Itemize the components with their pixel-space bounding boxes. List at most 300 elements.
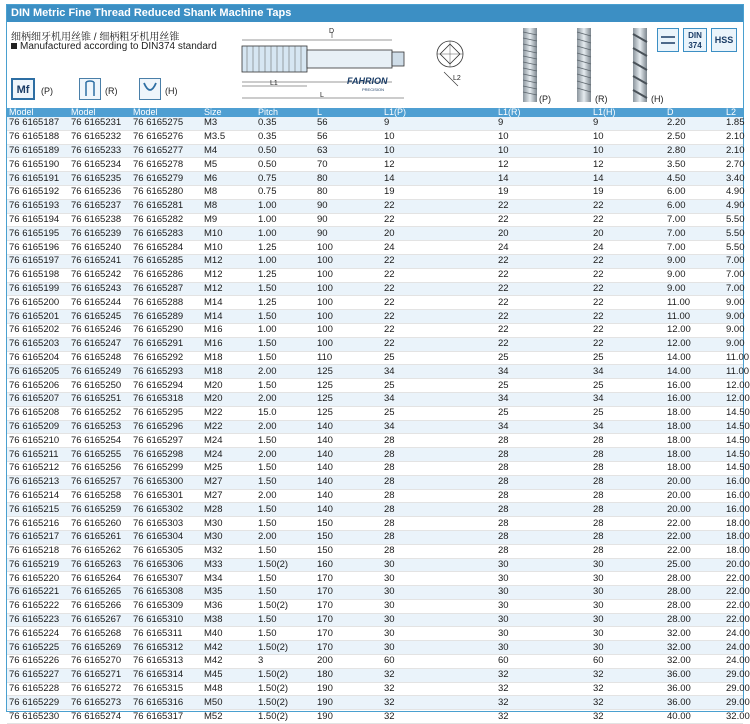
table-row <box>7 392 743 406</box>
table-cell: 28 <box>591 517 665 531</box>
table-cell: 1.00 <box>256 254 315 268</box>
table-row <box>7 613 743 627</box>
table-cell: 28 <box>591 544 665 558</box>
standard-note <box>11 41 217 52</box>
table-body <box>7 117 750 724</box>
table-cell: 28 <box>591 434 665 448</box>
table-row <box>7 655 743 669</box>
table-cell: 125 <box>315 379 382 393</box>
table-cell: 28 <box>591 461 665 475</box>
table-cell: 76 6165235 <box>69 172 131 186</box>
table-cell: 20.00 <box>665 475 724 489</box>
table-cell: 1.50 <box>256 613 315 627</box>
table-cell: 30 <box>591 641 665 655</box>
table-cell: 10 <box>591 130 665 144</box>
table-cell: 32 <box>591 710 665 724</box>
table-cell: 36.00 <box>665 696 724 710</box>
table-cell: 2.00 <box>256 448 315 462</box>
table-cell: 76 6165276 <box>131 130 202 144</box>
table-cell: 0.75 <box>256 185 315 199</box>
column-header: L1(H) <box>591 108 665 117</box>
table-cell: 12.00 <box>726 379 750 391</box>
table-cell: 22 <box>382 254 496 268</box>
table-cell: 76 6165275 <box>131 117 202 130</box>
table-cell: 28 <box>382 434 496 448</box>
table-cell: 22 <box>382 323 496 337</box>
table-cell: M20 <box>202 392 256 406</box>
table-cell: 22.00 <box>665 544 724 558</box>
table-cell: 0.50 <box>256 158 315 172</box>
table-cell: 76 6165233 <box>69 144 131 158</box>
table-cell: 76 6165264 <box>69 572 131 586</box>
table-cell: 30 <box>382 613 496 627</box>
table-cell: 76 6165253 <box>69 420 131 434</box>
table-cell: 76 6165286 <box>131 268 202 282</box>
table-cell: 170 <box>315 641 382 655</box>
table-cell: 1.50 <box>256 544 315 558</box>
table-cell: M3.5 <box>202 130 256 144</box>
table-cell: 34 <box>382 365 496 379</box>
table-cell: 34 <box>496 365 591 379</box>
table-cell: 76 6165236 <box>69 185 131 199</box>
table-cell: 170 <box>315 613 382 627</box>
table-cell: 22 <box>382 213 496 227</box>
dim-label-l: L <box>320 92 324 99</box>
table-cell: 76 6165231 <box>69 117 131 130</box>
table-cell: 0.75 <box>256 172 315 186</box>
column-header: D <box>665 108 724 117</box>
table-cell: 2.10 <box>726 144 745 156</box>
table-cell: 76 6165318 <box>131 392 202 406</box>
table-cell: 19 <box>591 185 665 199</box>
table-cell: 125 <box>315 365 382 379</box>
table-cell: 100 <box>315 282 382 296</box>
table-row <box>7 117 743 130</box>
table-header-row <box>7 108 743 117</box>
table-cell: 12.00 <box>665 337 724 351</box>
table-cell: 28 <box>591 475 665 489</box>
table-cell: 200 <box>315 655 382 669</box>
table-cell: 170 <box>315 599 382 613</box>
table-cell: 76 6165255 <box>69 448 131 462</box>
table-cell: 9.00 <box>726 310 745 322</box>
table-cell: 22 <box>382 310 496 324</box>
table-cell: 28 <box>382 448 496 462</box>
table-cell: 7.00 <box>665 241 724 255</box>
table-row <box>7 199 743 213</box>
table-cell: 30 <box>496 627 591 641</box>
table-cell: M34 <box>202 572 256 586</box>
table-cell: 76 6165260 <box>69 517 131 531</box>
table-cell: 20.00 <box>726 558 750 570</box>
table-cell: 76 6165238 <box>69 213 131 227</box>
table-cell: 32 <box>591 668 665 682</box>
table-row <box>7 282 743 296</box>
table-cell: 32 <box>496 682 591 696</box>
table-cell: 76 6165317 <box>131 710 202 724</box>
table-cell: 30 <box>591 627 665 641</box>
table-cell: M10 <box>202 227 256 241</box>
table-cell: 76 6165195 <box>7 227 69 241</box>
table-cell: 11.00 <box>726 351 750 363</box>
table-cell: M35 <box>202 586 256 600</box>
table-cell: 1.50(2) <box>256 668 315 682</box>
table-row <box>7 323 743 337</box>
table-cell: 30 <box>591 572 665 586</box>
table-cell: M5 <box>202 158 256 172</box>
table-cell: 76 6165216 <box>7 517 69 531</box>
table-cell: 7.00 <box>726 255 745 267</box>
table-cell: 76 6165313 <box>131 655 202 669</box>
table-cell: 30 <box>591 558 665 572</box>
table-cell: 20.00 <box>665 489 724 503</box>
table-cell: 25.00 <box>665 558 724 572</box>
table-cell: M40 <box>202 627 256 641</box>
table-cell: 76 6165296 <box>131 420 202 434</box>
table-cell: 76 6165222 <box>7 599 69 613</box>
table-cell: 1.50 <box>256 586 315 600</box>
table-cell: 22 <box>382 337 496 351</box>
table-cell: 76 6165196 <box>7 241 69 255</box>
table-cell: 22.00 <box>726 614 750 626</box>
table-cell: 60 <box>496 655 591 669</box>
table-cell: 25 <box>382 379 496 393</box>
table-row <box>7 185 743 199</box>
table-cell: 2.50 <box>665 130 724 144</box>
table-cell: 1.50 <box>256 337 315 351</box>
table-cell: 25 <box>591 351 665 365</box>
table-cell: 19 <box>382 185 496 199</box>
table-cell: 10 <box>496 130 591 144</box>
table-cell: M10 <box>202 241 256 255</box>
table-cell: 56 <box>315 130 382 144</box>
table-cell: 60 <box>382 655 496 669</box>
table-cell: 76 6165207 <box>7 392 69 406</box>
table-cell: 22.00 <box>665 517 724 531</box>
table-cell: 76 6165289 <box>131 310 202 324</box>
table-cell: 76 6165309 <box>131 599 202 613</box>
standard-note-text: Manufactured according to DIN374 standard <box>20 41 217 52</box>
table-cell: 22 <box>591 323 665 337</box>
table-cell: 28 <box>382 530 496 544</box>
table-cell: M42 <box>202 655 256 669</box>
column-header: L1(P) <box>382 108 496 117</box>
table-cell: 5.50 <box>726 227 745 239</box>
table-cell: 2.00 <box>256 530 315 544</box>
column-header: L1(R) <box>496 108 591 117</box>
table-cell: 12.00 <box>726 393 750 405</box>
table-cell: 34 <box>591 392 665 406</box>
table-cell: 76 6165266 <box>69 599 131 613</box>
table-cell: 22.00 <box>665 530 724 544</box>
table-cell: 76 6165232 <box>69 130 131 144</box>
table-cell: 5.50 <box>726 213 745 225</box>
table-cell: 76 6165269 <box>69 641 131 655</box>
tap-symbol-badge <box>657 28 679 52</box>
table-cell: 76 6165295 <box>131 406 202 420</box>
table-cell: 11.00 <box>665 296 724 310</box>
table-cell: 76 6165258 <box>69 489 131 503</box>
table-cell: 76 6165243 <box>69 282 131 296</box>
table-row <box>7 489 743 503</box>
spiral-point-tap-photo <box>577 28 591 102</box>
table-cell: 100 <box>315 241 382 255</box>
photo-label-r: (R) <box>595 94 608 104</box>
table-cell: 34 <box>591 365 665 379</box>
column-header: L <box>315 108 382 117</box>
table-cell: 28 <box>382 475 496 489</box>
table-cell: 40.00 <box>665 710 724 724</box>
table-cell: 2.00 <box>256 489 315 503</box>
table-cell: 28 <box>496 517 591 531</box>
table-cell: 76 6165287 <box>131 282 202 296</box>
table-cell: 100 <box>315 310 382 324</box>
table-cell: 90 <box>315 199 382 213</box>
table-cell: 7.00 <box>665 213 724 227</box>
table-cell: 22 <box>496 282 591 296</box>
table-cell: 32.00 <box>726 710 750 722</box>
table-cell: 76 6165277 <box>131 144 202 158</box>
table-cell: 76 6165247 <box>69 337 131 351</box>
table-cell: 30 <box>496 586 591 600</box>
table-cell: M27 <box>202 489 256 503</box>
table-cell: 76 6165245 <box>69 310 131 324</box>
table-row <box>7 517 743 531</box>
table-row <box>7 448 743 462</box>
table-cell: 25 <box>382 351 496 365</box>
table-cell: 28.00 <box>665 599 724 613</box>
table-cell: M18 <box>202 365 256 379</box>
table-cell: 28.00 <box>665 586 724 600</box>
table-cell: 28 <box>591 503 665 517</box>
table-cell: 1.00 <box>256 323 315 337</box>
table-cell: 14.00 <box>665 365 724 379</box>
table-cell: 76 6165274 <box>69 710 131 724</box>
table-cell: 14.00 <box>665 351 724 365</box>
table-cell: 76 6165241 <box>69 254 131 268</box>
table-cell: 32.00 <box>665 655 724 669</box>
table-cell: 140 <box>315 503 382 517</box>
table-cell: 140 <box>315 475 382 489</box>
table-cell: 2.80 <box>665 144 724 158</box>
table-cell: 1.50 <box>256 627 315 641</box>
table-cell: 76 6165294 <box>131 379 202 393</box>
table-cell: 9 <box>496 117 591 130</box>
table-cell: 76 6165198 <box>7 268 69 282</box>
table-cell: 150 <box>315 517 382 531</box>
table-cell: M12 <box>202 254 256 268</box>
table-cell: 160 <box>315 558 382 572</box>
tap-photos <box>507 22 672 108</box>
column-header: Pitch <box>256 108 315 117</box>
table-cell: 76 6165230 <box>7 710 69 724</box>
table-cell: 76 6165299 <box>131 461 202 475</box>
table-row <box>7 213 743 227</box>
table-cell: 1.50 <box>256 572 315 586</box>
table-cell: 30 <box>496 613 591 627</box>
table-cell: 76 6165301 <box>131 489 202 503</box>
table-cell: 34 <box>591 420 665 434</box>
table-row <box>7 130 743 144</box>
table-cell: 76 6165252 <box>69 406 131 420</box>
table-cell: 24.00 <box>726 655 750 667</box>
table-cell: 76 6165311 <box>131 627 202 641</box>
table-cell: 16.00 <box>726 503 750 515</box>
table-cell: 140 <box>315 461 382 475</box>
table-cell: 5.50 <box>726 241 745 253</box>
table-cell: 7.00 <box>726 269 745 281</box>
table-cell: 76 6165270 <box>69 655 131 669</box>
table-cell: 76 6165218 <box>7 544 69 558</box>
table-cell: 150 <box>315 544 382 558</box>
table-cell: M30 <box>202 530 256 544</box>
table-row <box>7 668 743 682</box>
table-cell: 2.10 <box>726 131 745 143</box>
table-cell: 3 <box>256 655 315 669</box>
table-row <box>7 475 743 489</box>
table-cell: 80 <box>315 185 382 199</box>
table-cell: 29.00 <box>726 669 750 681</box>
table-cell: 76 6165200 <box>7 296 69 310</box>
table-cell: 76 6165192 <box>7 185 69 199</box>
table-cell: 29.00 <box>726 683 750 695</box>
table-cell: M33 <box>202 558 256 572</box>
table-cell: 63 <box>315 144 382 158</box>
table-cell: 2.00 <box>256 365 315 379</box>
table-cell: 22 <box>496 268 591 282</box>
table-cell: 170 <box>315 627 382 641</box>
table-cell: 150 <box>315 530 382 544</box>
table-cell: 76 6165248 <box>69 351 131 365</box>
table-cell: 100 <box>315 323 382 337</box>
table-cell: 28 <box>496 544 591 558</box>
table-cell: 0.50 <box>256 144 315 158</box>
table-cell: 30 <box>496 641 591 655</box>
table-cell: 18.00 <box>665 448 724 462</box>
table-cell: 2.00 <box>256 420 315 434</box>
table-cell: 76 6165293 <box>131 365 202 379</box>
table-cell: M9 <box>202 213 256 227</box>
table-cell: 22.00 <box>726 586 750 598</box>
table-cell: 28 <box>382 461 496 475</box>
table-cell: 30 <box>382 627 496 641</box>
table-cell: 170 <box>315 572 382 586</box>
table-cell: 76 6165202 <box>7 323 69 337</box>
table-cell: 1.50 <box>256 434 315 448</box>
column-header: Model <box>131 108 202 117</box>
table-cell: 10 <box>382 144 496 158</box>
table-cell: 76 6165224 <box>7 627 69 641</box>
table-cell: 30 <box>591 613 665 627</box>
table-cell: 14 <box>496 172 591 186</box>
table-cell: 1.50 <box>256 517 315 531</box>
table-cell: 22 <box>496 310 591 324</box>
table-cell: 100 <box>315 296 382 310</box>
din-badge: DIN 374 <box>683 28 707 52</box>
table-cell: 34 <box>382 420 496 434</box>
table-cell: 76 6165214 <box>7 489 69 503</box>
table-cell: 76 6165316 <box>131 696 202 710</box>
table-cell: M6 <box>202 172 256 186</box>
table-cell: 16.00 <box>665 379 724 393</box>
table-cell: M45 <box>202 668 256 682</box>
table-cell: 28 <box>382 517 496 531</box>
table-cell: 28.00 <box>665 572 724 586</box>
table-cell: 28 <box>496 448 591 462</box>
table-cell: 16.00 <box>726 476 750 488</box>
spiral-point-type-icon <box>79 78 101 100</box>
table-cell: 125 <box>315 406 382 420</box>
table-cell: 76 6165267 <box>69 613 131 627</box>
table-cell: M38 <box>202 613 256 627</box>
table-cell: 76 6165227 <box>7 668 69 682</box>
table-cell: 76 6165291 <box>131 337 202 351</box>
table-row <box>7 586 743 600</box>
table-cell: 7.00 <box>726 282 745 294</box>
table-cell: 76 6165221 <box>7 586 69 600</box>
table-cell: 28 <box>591 530 665 544</box>
table-cell: 76 6165225 <box>7 641 69 655</box>
table-cell: 90 <box>315 213 382 227</box>
table-cell: 76 6165283 <box>131 227 202 241</box>
table-cell: 12.00 <box>665 323 724 337</box>
table-cell: 76 6165308 <box>131 586 202 600</box>
table-cell: 76 6165191 <box>7 172 69 186</box>
table-cell: 76 6165290 <box>131 323 202 337</box>
table-cell: 36.00 <box>665 682 724 696</box>
table-cell: 20 <box>496 227 591 241</box>
table-cell: 76 6165203 <box>7 337 69 351</box>
table-row <box>7 461 743 475</box>
table-cell: 76 6165187 <box>7 117 69 130</box>
table-cell: 76 6165268 <box>69 627 131 641</box>
table-cell: 9.00 <box>665 254 724 268</box>
table-row <box>7 641 743 655</box>
table-cell: 10 <box>496 144 591 158</box>
table-cell: M4 <box>202 144 256 158</box>
bullet-square-icon <box>11 43 17 49</box>
table-cell: 16.00 <box>665 392 724 406</box>
table-cell: 12 <box>382 158 496 172</box>
table-cell: 1.50(2) <box>256 710 315 724</box>
table-cell: 24.00 <box>726 641 750 653</box>
table-cell: 76 6165307 <box>131 572 202 586</box>
table-cell: 24 <box>382 241 496 255</box>
table-cell: 28 <box>496 434 591 448</box>
table-row <box>7 310 743 324</box>
table-cell: M8 <box>202 185 256 199</box>
table-cell: M24 <box>202 434 256 448</box>
table-cell: 14.50 <box>726 407 750 419</box>
table-cell: 140 <box>315 448 382 462</box>
table-cell: 28 <box>496 489 591 503</box>
table-cell: 18.00 <box>665 406 724 420</box>
type-caption-p: (P) <box>41 86 53 96</box>
table-cell: 14.50 <box>726 434 750 446</box>
table-cell: 25 <box>591 379 665 393</box>
table-cell: 2.00 <box>256 392 315 406</box>
table-cell: 76 6165210 <box>7 434 69 448</box>
table-cell: 76 6165229 <box>7 696 69 710</box>
table-cell: 76 6165251 <box>69 392 131 406</box>
straight-flute-tap-photo <box>523 28 537 102</box>
table-row <box>7 227 743 241</box>
table-row <box>7 158 743 172</box>
table-cell: 32.00 <box>665 641 724 655</box>
table-cell: M50 <box>202 696 256 710</box>
table-cell: 32 <box>496 668 591 682</box>
table-cell: 6.00 <box>665 199 724 213</box>
